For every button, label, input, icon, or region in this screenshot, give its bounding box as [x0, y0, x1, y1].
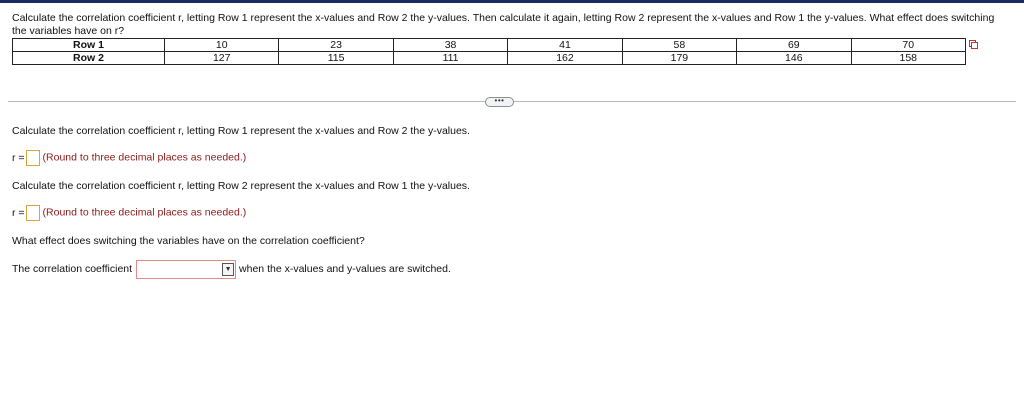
table-row [13, 39, 966, 52]
sentence-end: when the x-values and y-values are switched. [239, 263, 451, 275]
sentence-start: The correlation coefficient [12, 263, 133, 275]
table-cell: 23 [279, 39, 393, 52]
part1-answer-row [12, 150, 246, 166]
question-text [12, 12, 1004, 38]
dropdown-arrow-icon[interactable]: ▼ [222, 263, 234, 276]
r-label: r = [12, 206, 25, 219]
table-cell: 111 [393, 52, 507, 65]
part2-answer-row [12, 205, 246, 221]
r-answer-input-1[interactable] [26, 150, 40, 166]
data-table [12, 38, 966, 65]
table-cell: 158 [851, 52, 965, 65]
table-row [13, 52, 966, 65]
table-cell: 115 [279, 52, 393, 65]
part1-prompt: Calculate the correlation coefficient r, letting Row 1 represent the x-values and Row 2 the y-values. [12, 125, 470, 137]
effect-dropdown[interactable] [136, 260, 236, 279]
table-cell: 58 [622, 39, 736, 52]
table-cell: 10 [165, 39, 279, 52]
rounding-hint: (Round to three decimal places as needed.) [42, 151, 247, 164]
top-bar [0, 0, 1024, 3]
copy-table-icon[interactable] [969, 40, 978, 49]
table-cell: 41 [508, 39, 622, 52]
table-cell: 38 [393, 39, 507, 52]
table-cell: 162 [508, 52, 622, 65]
question-line-1: Calculate the correlation coefficient r, letting Row 1 represent the x-values and Row 2 the y-values. Then calculate it again, letting Row 2 represent the x-values and Row 1 the y-values. What effect does switching [12, 12, 995, 24]
rounding-hint: (Round to three decimal places as needed.) [42, 206, 247, 219]
table-cell: 127 [165, 52, 279, 65]
r-answer-input-2[interactable] [26, 205, 40, 221]
table-cell: 69 [737, 39, 851, 52]
row-header: Row 2 [13, 52, 165, 65]
table-cell: 146 [737, 52, 851, 65]
row-header: Row 1 [13, 39, 165, 52]
part3-prompt: What effect does switching the variables have on the correlation coefficient? [12, 235, 365, 247]
table-cell: 70 [851, 39, 965, 52]
part3-answer-row [12, 260, 451, 279]
question-line-2: the variables have on r? [12, 25, 125, 37]
part2-prompt: Calculate the correlation coefficient r, letting Row 2 represent the x-values and Row 1 the y-values. [12, 180, 470, 192]
r-label: r = [12, 151, 25, 164]
table-cell: 179 [622, 52, 736, 65]
expand-more-button[interactable]: ••• [485, 97, 514, 107]
